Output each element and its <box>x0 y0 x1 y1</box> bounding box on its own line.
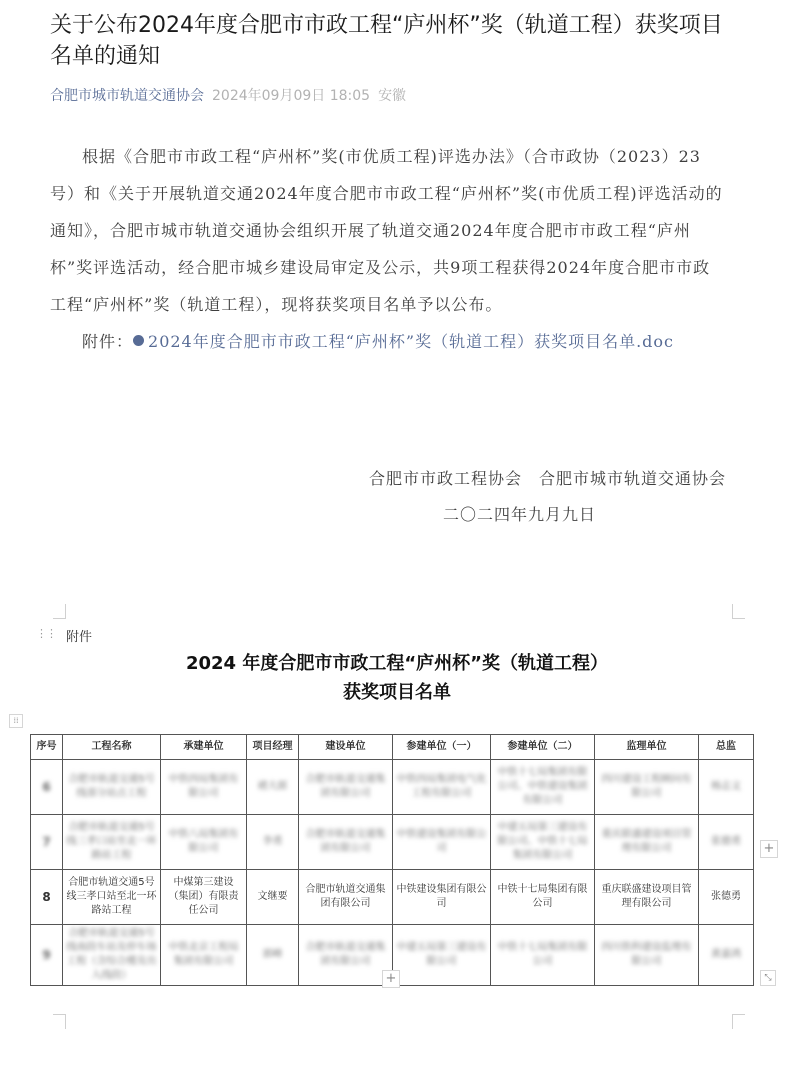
cell-director: 杨志文 <box>699 760 754 815</box>
signature-block <box>369 461 726 533</box>
attachment-prefix: 附件： <box>82 332 134 351</box>
link-icon <box>133 335 144 346</box>
add-row-button[interactable]: + <box>382 970 400 988</box>
header-cell: 项目经理 <box>247 735 299 760</box>
table-header-row <box>31 735 754 760</box>
article-meta <box>50 86 406 106</box>
drag-handle-icon[interactable]: ⋮⋮ <box>36 627 56 640</box>
cell-supervisor: 四川铁科建设监理有限公司 <box>595 925 699 986</box>
attachment-link-text: 2024年度合肥市市政工程“庐州杯”奖（轨道工程）获奖项目名单.doc <box>148 332 675 351</box>
cell-supervisor: 重庆联盛建设项目管理有限公司 <box>595 870 699 925</box>
cell-part2: 中铁十七局集团有限公司 <box>491 870 595 925</box>
cell-supervisor: 重庆联盛建设项目管理有限公司 <box>595 815 699 870</box>
cell-owner: 合肥市轨道交通集团有限公司 <box>299 815 393 870</box>
page-corner-mark <box>732 1014 745 1029</box>
page-corner-mark <box>732 604 745 619</box>
cell-contractor: 中铁八局集团有限公司 <box>161 815 247 870</box>
cell-supervisor: 四川建设工程顾问有限公司 <box>595 760 699 815</box>
cell-part1: 中铁建设集团有限公司 <box>393 815 491 870</box>
article-title: 关于公布2024年度合肥市市政工程“庐州杯”奖（轨道工程）获奖项目名单的通知 <box>50 13 723 69</box>
cell-no: 6 <box>31 760 63 815</box>
cell-part2: 中铁十七局集团有限公司、中铁建设集团有限公司 <box>491 760 595 815</box>
header-cell: 建设单位 <box>299 735 393 760</box>
header-cell: 序号 <box>31 735 63 760</box>
cell-director: 张德勇 <box>699 815 754 870</box>
cell-contractor: 中煤第三建设（集团）有限责任公司 <box>161 870 247 925</box>
cell-manager: 文继要 <box>247 870 299 925</box>
cell-contractor: 中铁四局集团有限公司 <box>161 760 247 815</box>
cell-name: 合肥市轨道交通5号线南段车站及停车场工程（含综合楼及出入线段） <box>63 925 161 986</box>
header-cell: 总监 <box>699 735 754 760</box>
header-cell: 工程名称 <box>63 735 161 760</box>
attachment-paragraph <box>50 323 726 360</box>
cell-part1: 中铁建设集团有限公司 <box>393 870 491 925</box>
page-corner-mark <box>53 604 66 619</box>
cell-part2: 中铁十七局集团有限公司 <box>491 925 595 986</box>
cell-part1: 中铁四局集团电气化工程有限公司 <box>393 760 491 815</box>
cell-owner: 合肥市轨道交通集团有限公司 <box>299 925 393 986</box>
header-cell: 监理单位 <box>595 735 699 760</box>
cell-director: 张德勇 <box>699 870 754 925</box>
header-cell: 承建单位 <box>161 735 247 760</box>
cell-name: 合肥市轨道交通5号线部分站点工程 <box>63 760 161 815</box>
signature-date: 二〇二四年九月九日 <box>442 505 596 524</box>
article-body <box>50 138 726 360</box>
cell-no: 9 <box>31 925 63 986</box>
table-row <box>31 870 754 925</box>
cell-name: 合肥市轨道交通5号线三孝口站至北一环路站工程 <box>63 815 161 870</box>
body-paragraph: 根据《合肥市市政工程“庐州杯”奖(市优质工程)评选办法》（合市政协（2023）23号）和《关于开展轨道交通2024年度合肥市市政工程“庐州杯”奖(市优质工程)评选活动的通知》，合肥市城市轨道交通协会组织开展了轨道交通2024年度合肥市市政工程“庐州杯”奖评选活动，经合肥市城乡建设局审定及公示，共9项工程获得2024年度合肥市市政工程“庐州杯”奖（轨道工程），现将获奖项目名单予以公布。 <box>50 147 723 314</box>
page-corner-mark <box>53 1014 66 1029</box>
table-row <box>31 760 754 815</box>
cell-no: 8 <box>31 870 63 925</box>
header-cell: 参建单位（一） <box>393 735 491 760</box>
cell-owner: 合肥市轨道交通集团有限公司 <box>299 870 393 925</box>
table-move-icon[interactable]: ⁞⁞ <box>9 714 23 728</box>
signature-orgs: 合肥市市政工程协会 合肥市城市轨道交通协会 <box>368 469 726 488</box>
cell-manager: 褚大郎 <box>247 760 299 815</box>
resize-icon[interactable]: ⤡ <box>760 970 776 986</box>
doc-title-line2: 获奖项目名单 <box>343 682 451 703</box>
publish-location: 安徽 <box>378 88 407 104</box>
cell-contractor: 中铁北京工程局集团有限公司 <box>161 925 247 986</box>
awards-table <box>30 734 754 986</box>
table-row <box>31 815 754 870</box>
attachment-link[interactable] <box>133 332 674 351</box>
cell-director: 黄嘉鸿 <box>699 925 754 986</box>
cell-part2: 中建五局第三建设有限公司、中铁十七局集团有限公司 <box>491 815 595 870</box>
add-column-button[interactable]: + <box>760 840 778 858</box>
cell-part1: 中建五局第三建设有限公司 <box>393 925 491 986</box>
attachment-doc-label: 附件 <box>66 630 93 645</box>
cell-owner: 合肥市轨道交通集团有限公司 <box>299 760 393 815</box>
cell-manager: 郭峰 <box>247 925 299 986</box>
cell-manager: 李勇 <box>247 815 299 870</box>
doc-title-line1: 2024 年度合肥市市政工程“庐州杯”奖（轨道工程） <box>185 653 609 674</box>
publish-date: 2024年09月09日 18:05 <box>212 88 371 104</box>
header-cell: 参建单位（二） <box>491 735 595 760</box>
cell-name: 合肥市轨道交通5号线三孝口站至北一环路站工程 <box>63 870 161 925</box>
cell-no: 7 <box>31 815 63 870</box>
author-link[interactable]: 合肥市城市轨道交通协会 <box>50 88 204 104</box>
